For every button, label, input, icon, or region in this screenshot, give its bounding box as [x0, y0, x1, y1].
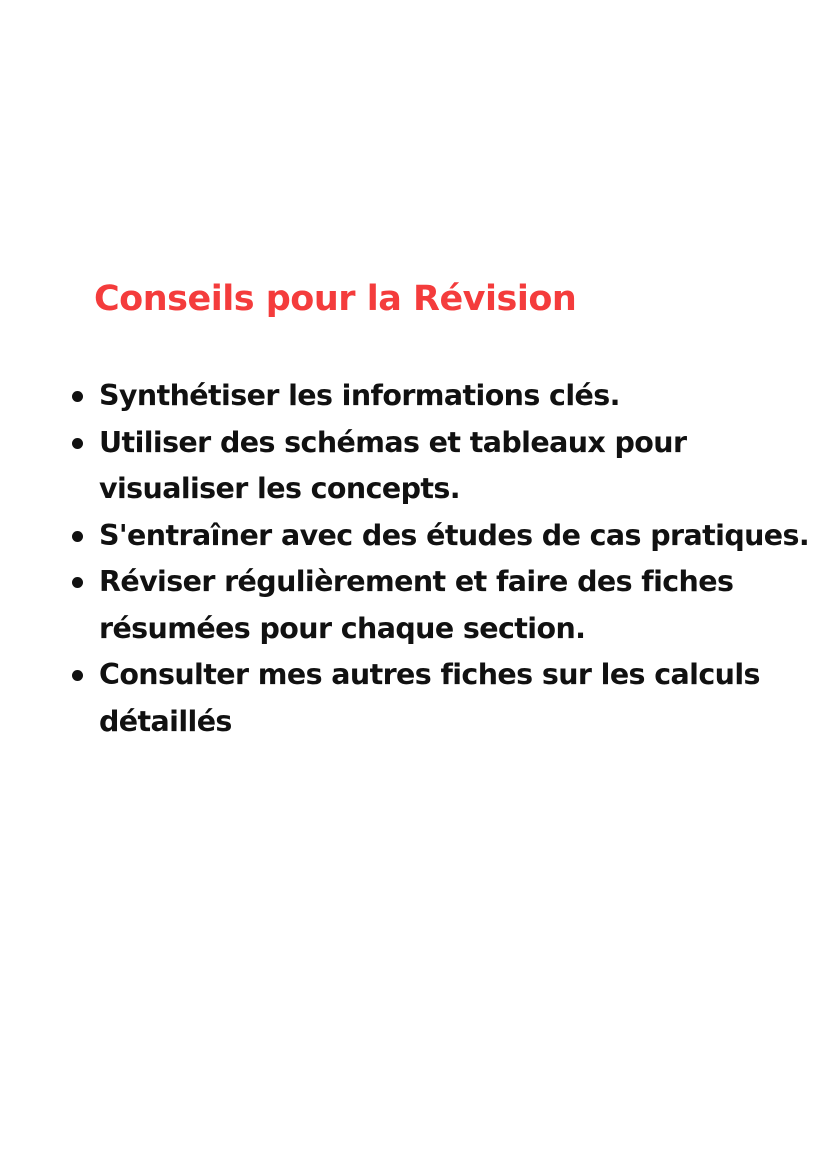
list-item: Consulter mes autres fiches sur les calculs détaillés	[70, 652, 810, 745]
list-item: Synthétiser les informations clés.	[70, 373, 810, 420]
tips-list	[70, 373, 810, 745]
list-item: S'entraîner avec des études de cas pratiques.	[70, 513, 810, 560]
list-item: Utiliser des schémas et tableaux pour visualiser les concepts.	[70, 420, 810, 513]
page-title: Conseils pour la Révision	[94, 279, 577, 319]
list-item: Réviser régulièrement et faire des fiches résumées pour chaque section.	[70, 559, 810, 652]
